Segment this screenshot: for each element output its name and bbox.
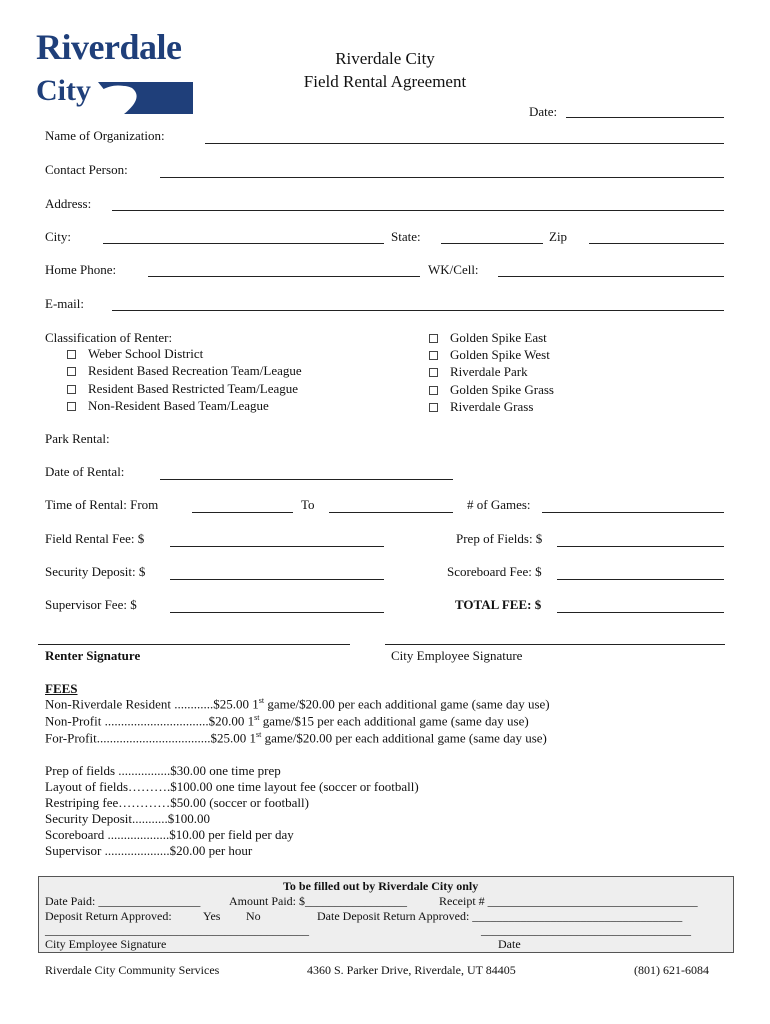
office-date-label: Date: [498, 937, 521, 951]
prep-fields-label: Prep of Fields: $: [456, 531, 543, 546]
state-field[interactable]: [441, 243, 543, 244]
time-to-label: To: [301, 497, 315, 512]
organization-field[interactable]: [205, 143, 724, 144]
checkbox-icon[interactable]: [429, 334, 438, 343]
other-fee-item: Supervisor ....................$20.00 per hour: [45, 843, 253, 858]
supervisor-fee-field[interactable]: [170, 612, 384, 613]
park-option-label: Golden Spike West: [450, 347, 550, 362]
checkbox-icon[interactable]: [67, 385, 76, 394]
date-deposit-field[interactable]: Date Deposit Return Approved: ___________________________________: [317, 909, 683, 923]
other-fee-item: Layout of fields……….$100.00 one time layout fee (soccer or football): [45, 779, 419, 794]
park-option[interactable]: [429, 364, 528, 380]
city-label: City:: [45, 229, 72, 244]
classification-option[interactable]: [67, 363, 302, 379]
park-option[interactable]: [429, 330, 547, 346]
date-field[interactable]: [566, 117, 724, 118]
office-date-line[interactable]: ___________________________________: [481, 923, 691, 937]
footer-address: 4360 S. Parker Drive, Riverdale, UT 84405: [307, 963, 516, 977]
deposit-no-option[interactable]: No: [246, 909, 261, 923]
classification-label: Classification of Renter:: [45, 330, 173, 345]
games-label: # of Games:: [467, 497, 531, 512]
logo-text-city: City: [36, 74, 91, 107]
page-subtitle: Field Rental Agreement: [303, 72, 467, 91]
scoreboard-fee-field[interactable]: [557, 579, 724, 580]
games-field[interactable]: [542, 512, 724, 513]
wk-cell-label: WK/Cell:: [428, 262, 479, 277]
checkbox-icon[interactable]: [429, 351, 438, 360]
renter-signature-field[interactable]: [38, 644, 350, 645]
checkbox-icon[interactable]: [67, 350, 76, 359]
renter-signature-label: Renter Signature: [45, 648, 141, 663]
fees-heading: FEES: [45, 681, 78, 696]
game-fee-text: Non-Profit ................................$20.00 1: [45, 713, 255, 729]
employee-signature-field[interactable]: [385, 644, 725, 645]
employee-signature-label: City Employee Signature: [391, 648, 523, 663]
page-title: Riverdale City: [335, 49, 435, 68]
classification-option[interactable]: [67, 381, 298, 397]
home-phone-field[interactable]: [148, 276, 420, 277]
classification-option[interactable]: [67, 346, 203, 362]
office-signature-label: City Employee Signature: [45, 937, 167, 951]
game-fee-text: Non-Riverdale Resident ............$25.00 1: [45, 696, 259, 712]
scoreboard-fee-label: Scoreboard Fee: $: [447, 564, 542, 579]
park-option[interactable]: [429, 382, 554, 398]
classification-option-label: Non-Resident Based Team/League: [88, 398, 269, 413]
park-option[interactable]: [429, 347, 550, 363]
checkbox-icon[interactable]: [67, 367, 76, 376]
date-label: Date:: [529, 104, 558, 119]
address-label: Address:: [45, 196, 92, 211]
office-heading: To be filled out by Riverdale City only: [283, 879, 479, 893]
checkbox-icon[interactable]: [429, 403, 438, 412]
wk-cell-field[interactable]: [498, 276, 724, 277]
prep-fields-field[interactable]: [557, 546, 724, 547]
footer-org: Riverdale City Community Services: [45, 963, 220, 977]
deposit-yes-option[interactable]: Yes: [203, 909, 221, 923]
date-paid-field[interactable]: Date Paid: _________________: [45, 894, 201, 908]
classification-option-label: Weber School District: [88, 346, 204, 361]
email-field[interactable]: [112, 310, 724, 311]
game-fee-text: For-Profit...................................$25.00 1: [45, 730, 256, 746]
park-option-label: Golden Spike Grass: [450, 382, 554, 397]
park-rental-label: Park Rental:: [45, 431, 110, 446]
classification-option-label: Resident Based Restricted Team/League: [88, 381, 299, 396]
classification-option[interactable]: [67, 398, 269, 414]
address-field[interactable]: [112, 210, 724, 211]
time-from-label: Time of Rental: From: [45, 497, 159, 512]
total-fee-label: TOTAL FEE: $: [455, 597, 542, 612]
field-fee-label: Field Rental Fee: $: [45, 531, 145, 546]
park-option-label: Golden Spike East: [450, 330, 547, 345]
time-to-field[interactable]: [329, 512, 453, 513]
other-fee-item: Scoreboard ...................$10.00 per field per day: [45, 827, 294, 842]
game-fee-sup: st: [254, 713, 260, 722]
logo-text-riverdale: Riverdale: [36, 27, 182, 67]
security-deposit-label: Security Deposit: $: [45, 564, 146, 579]
office-signature-line[interactable]: ____________________________________________: [45, 923, 309, 937]
security-deposit-field[interactable]: [170, 579, 384, 580]
other-fee-item: Security Deposit...........$100.00: [45, 811, 211, 826]
game-fee-text: game/$15 per each additional game (same day use): [259, 713, 529, 729]
game-fee-sup: st: [256, 730, 262, 739]
date-of-rental-field[interactable]: [160, 479, 453, 480]
other-fee-item: Prep of fields ................$30.00 one time prep: [45, 763, 281, 778]
footer-phone: (801) 621-6084: [634, 963, 709, 977]
supervisor-fee-label: Supervisor Fee: $: [45, 597, 137, 612]
time-from-field[interactable]: [192, 512, 293, 513]
organization-label: Name of Organization:: [45, 128, 165, 143]
total-fee-field[interactable]: [557, 612, 724, 613]
park-option-label: Riverdale Park: [450, 364, 528, 379]
field-fee-field[interactable]: [170, 546, 384, 547]
checkbox-icon[interactable]: [429, 368, 438, 377]
contact-label: Contact Person:: [45, 162, 128, 177]
game-fee-row: [45, 713, 529, 729]
state-label: State:: [391, 229, 421, 244]
zip-field[interactable]: [589, 243, 724, 244]
game-fee-row: [45, 730, 547, 746]
game-fee-row: [45, 696, 550, 712]
classification-option-label: Resident Based Recreation Team/League: [88, 363, 302, 378]
logo: [36, 27, 196, 116]
home-phone-label: Home Phone:: [45, 262, 117, 277]
zip-label: Zip: [549, 229, 568, 244]
email-label: E-mail:: [45, 296, 84, 311]
date-of-rental-label: Date of Rental:: [45, 464, 125, 479]
office-use-box: [38, 876, 734, 953]
game-fee-sup: st: [258, 696, 265, 705]
city-field[interactable]: [103, 243, 384, 244]
checkbox-icon[interactable]: [67, 402, 76, 411]
game-fee-text: game/$20.00 per each additional game (same day use): [261, 730, 547, 746]
checkbox-icon[interactable]: [429, 386, 438, 395]
amount-paid-field[interactable]: Amount Paid: $_________________: [229, 894, 408, 908]
game-fee-text: game/$20.00 per each additional game (same day use): [264, 696, 550, 712]
receipt-field[interactable]: Receipt # ___________________________________: [439, 894, 698, 908]
deposit-return-label: Deposit Return Approved:: [45, 909, 172, 923]
other-fee-item: Restriping fee…………$50.00 (soccer or football): [45, 795, 309, 810]
park-option[interactable]: [429, 399, 533, 415]
park-option-label: Riverdale Grass: [450, 399, 534, 414]
contact-field[interactable]: [160, 177, 724, 178]
